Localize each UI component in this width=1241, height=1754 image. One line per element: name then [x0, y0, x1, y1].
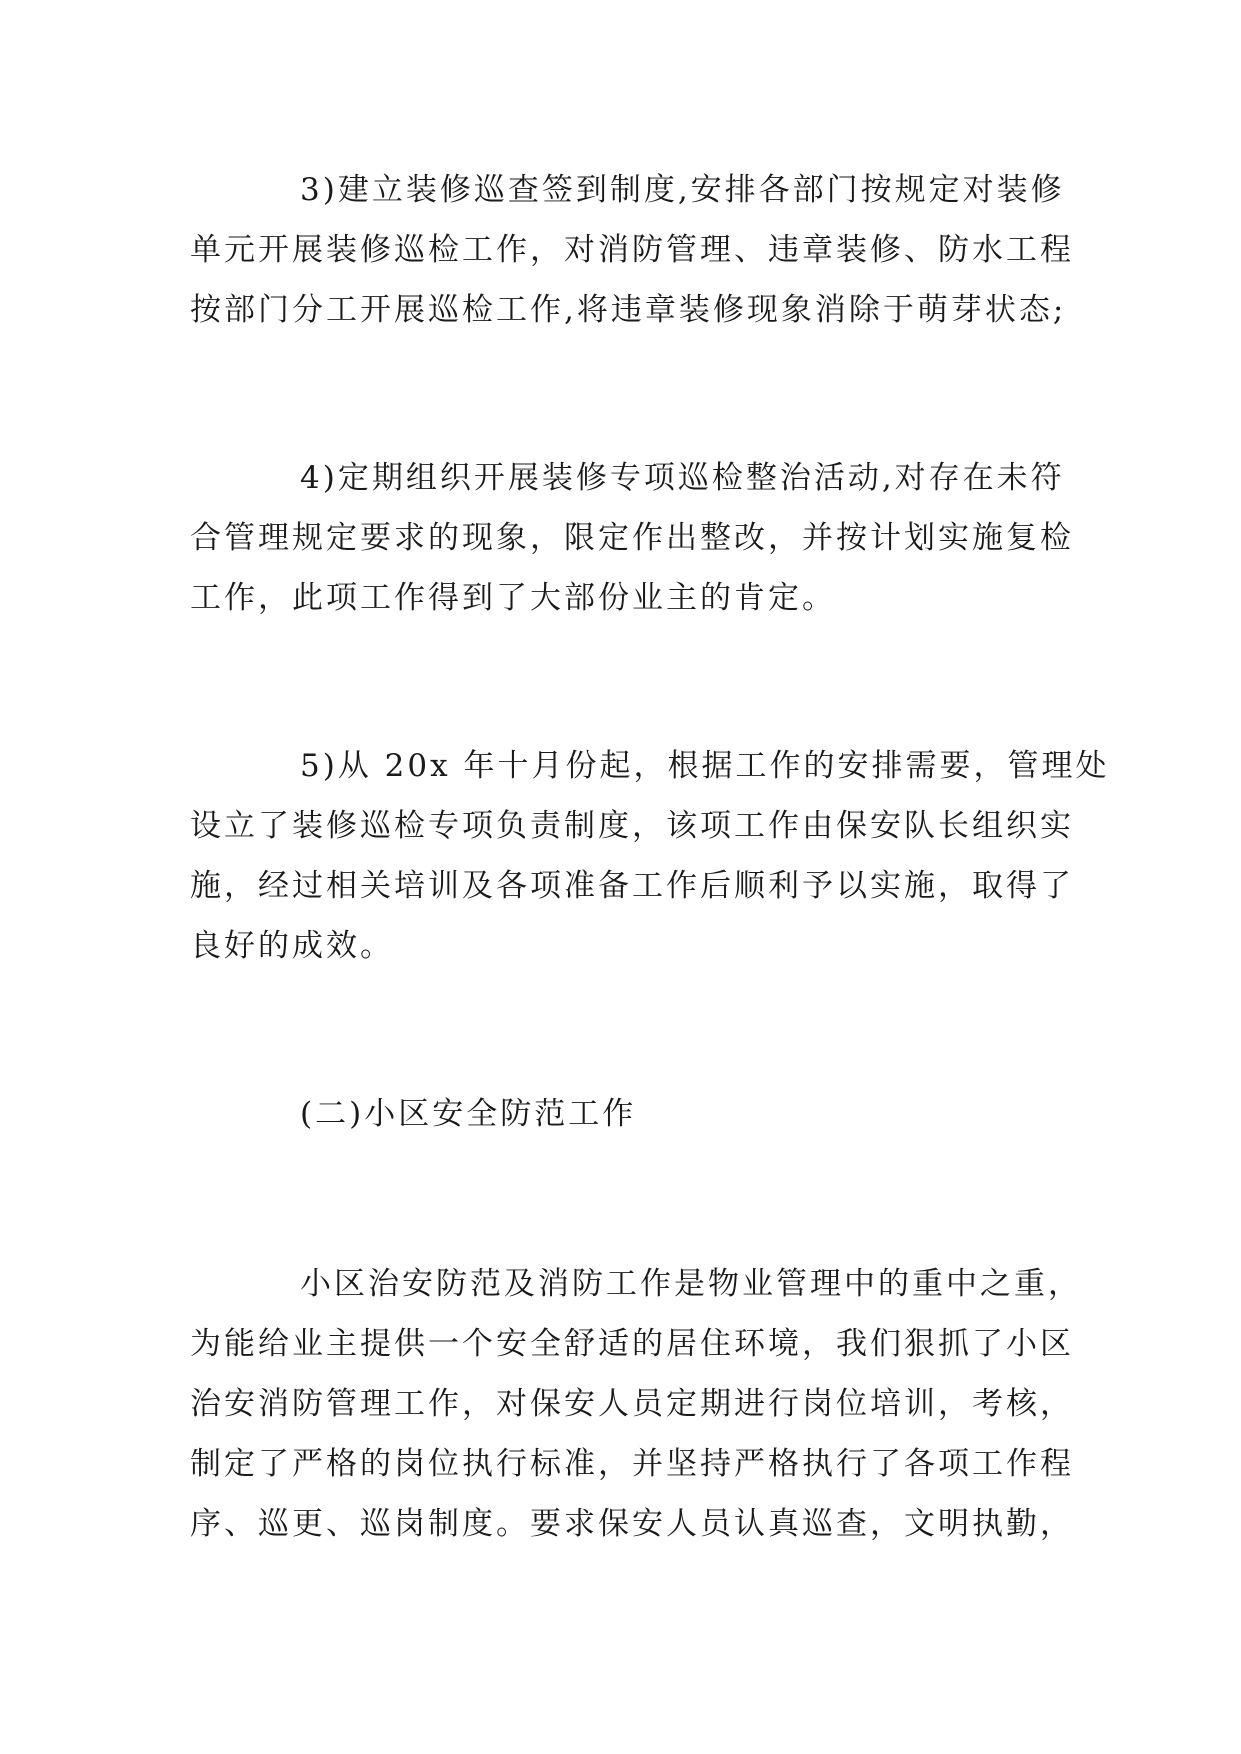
paragraph-line: 按部门分工开展巡检工作,将违章装修现象消除于萌芽状态;	[190, 292, 1067, 328]
paragraph-line: 序、巡更、巡岗制度。要求保安人员认真巡查，文明执勤，	[190, 1506, 1074, 1542]
paragraph-line: 为能给业主提供一个安全舒适的居住环境，我们狠抓了小区	[190, 1326, 1074, 1362]
paragraph-line: 4)定期组织开展装修专项巡检整治活动,对存在未符	[300, 460, 1065, 496]
paragraph-security-fire-management	[190, 1254, 1082, 1554]
paragraph-line: 制定了严格的岗位执行标准，并坚持严格执行了各项工作程	[190, 1446, 1074, 1482]
paragraph-line: 施，经过相关培训及各项准备工作后顺利予以实施，取得了	[190, 868, 1074, 904]
section-heading-community-security	[190, 1084, 1070, 1144]
paragraph-line: 合管理规定要求的现象，限定作出整改，并按计划实施复检	[190, 520, 1074, 556]
paragraph-line: 小区治安防范及消防工作是物业管理中的重中之重，	[300, 1266, 1082, 1302]
paragraph-line: 设立了装修巡检专项负责制度，该项工作由保安队长组织实	[190, 808, 1074, 844]
paragraph-line: 良好的成效。	[190, 928, 394, 964]
paragraph-line: 3)建立装修巡查签到制度,安排各部门按规定对装修	[300, 172, 1065, 208]
paragraph-special-inspection	[190, 448, 1074, 628]
paragraph-responsibility-system	[190, 736, 1110, 976]
section-heading: (二)小区安全防范工作	[300, 1096, 637, 1132]
paragraph-line: 工作，此项工作得到了大部份业主的肯定。	[190, 580, 836, 616]
paragraph-line: 治安消防管理工作，对保安人员定期进行岗位培训，考核，	[190, 1386, 1074, 1422]
paragraph-renovation-patrol-signin	[190, 160, 1074, 340]
paragraph-line: 单元开展装修巡检工作，对消防管理、违章装修、防水工程	[190, 232, 1074, 268]
paragraph-line: 5)从 20x 年十月份起，根据工作的安排需要，管理处	[300, 748, 1110, 784]
